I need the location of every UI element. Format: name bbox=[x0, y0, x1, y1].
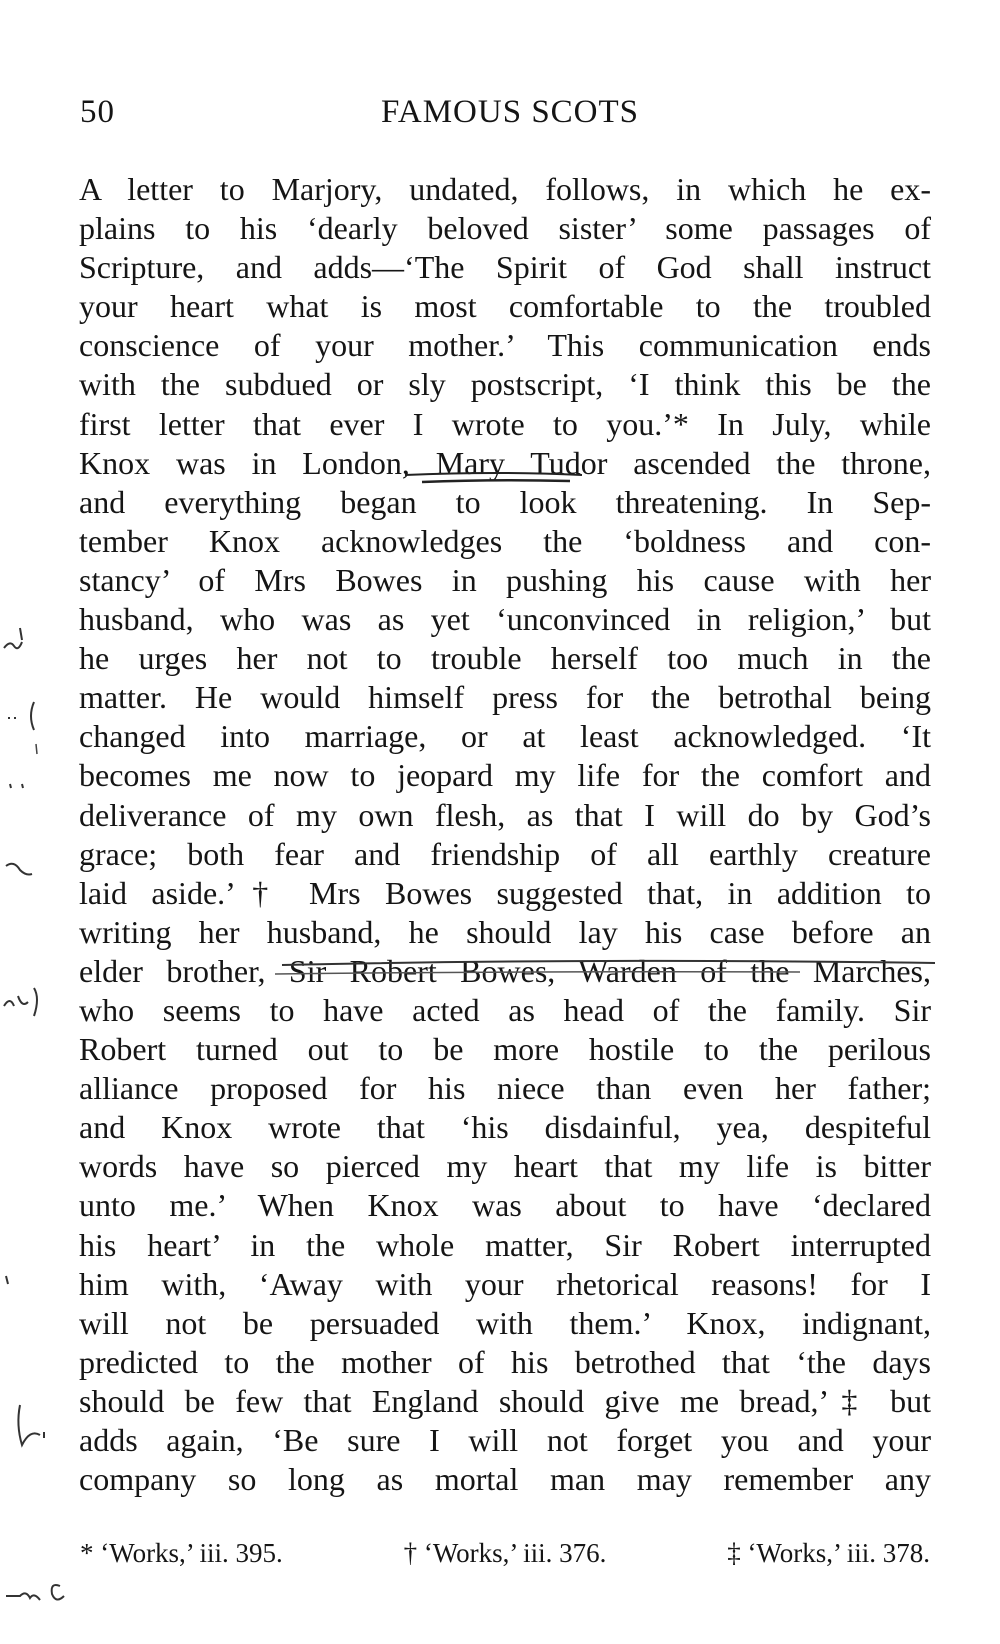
text-line: company so long as mortal man may remember any bbox=[79, 1461, 931, 1498]
text-line: conscience of your mother.’ This communication ends bbox=[79, 327, 931, 364]
text-line: he urges her not to trouble herself too much in the bbox=[79, 640, 931, 677]
text-line: Scripture, and adds—‘The Spirit of God shall instruct bbox=[79, 249, 931, 286]
text-line: matter. He would himself press for the betrothal being bbox=[79, 679, 931, 716]
text-line: writing her husband, he should lay his case before an bbox=[79, 913, 931, 950]
body-text bbox=[79, 170, 931, 1499]
footnotes bbox=[80, 1538, 930, 1569]
text-line: should be few that England should give me bread,’‡ but bbox=[79, 1382, 931, 1419]
margin-annotations bbox=[0, 0, 80, 1644]
text-line: Robert turned out to be more hostile to the perilous bbox=[79, 1031, 931, 1068]
text-line: with the subdued or sly postscript, ‘I think this be the bbox=[79, 366, 931, 403]
text-line: deliverance of my own flesh, as that I will do by God’s bbox=[79, 796, 931, 833]
text-line: alliance proposed for his niece than even her father; bbox=[79, 1070, 931, 1107]
footnote: * ‘Works,’ iii. 395. bbox=[80, 1538, 283, 1568]
text-line: unto me.’ When Knox was about to have ‘declared bbox=[79, 1187, 931, 1224]
text-line: first letter that ever I wrote to you.’* In July, while bbox=[79, 405, 931, 442]
pencil-marks bbox=[0, 0, 80, 1644]
text-line: and everything began to look threatening. In Sep- bbox=[79, 483, 931, 520]
page-number: 50 bbox=[80, 94, 115, 130]
text-line: his heart’ in the whole matter, Sir Robert interrupted bbox=[79, 1226, 931, 1263]
footnote: ‡ ‘Works,’ iii. 378. bbox=[727, 1538, 930, 1568]
text-line: laid aside.’† Mrs Bowes suggested that, in addition to bbox=[79, 874, 931, 911]
footnote: † ‘Works,’ iii. 376. bbox=[403, 1538, 607, 1568]
text-line: plains to his ‘dearly beloved sister’ some passages of bbox=[79, 210, 931, 247]
text-line: becomes me now to jeopard my life for the comfort and bbox=[79, 757, 931, 794]
text-line: elder brother, Sir Robert Bowes, Warden of the Marches, bbox=[79, 952, 931, 989]
text-line: and Knox wrote that ‘his disdainful, yea, despiteful bbox=[79, 1109, 931, 1146]
text-line: stancy’ of Mrs Bowes in pushing his cause with her bbox=[79, 561, 931, 598]
text-line: tember Knox acknowledges the ‘boldness and con- bbox=[79, 522, 931, 559]
text-line: who seems to have acted as head of the family. Sir bbox=[79, 991, 931, 1028]
text-line: will not be persuaded with them.’ Knox, indignant, bbox=[79, 1304, 931, 1341]
text-line: grace; both fear and friendship of all earthly creature bbox=[79, 835, 931, 872]
text-line: adds again, ‘Be sure I will not forget you and your bbox=[79, 1422, 931, 1458]
text-line: predicted to the mother of his betrothed that ‘the days bbox=[79, 1343, 931, 1380]
running-head: FAMOUS SCOTS bbox=[380, 94, 640, 130]
text-line: husband, who was as yet ‘unconvinced in religion,’ but bbox=[79, 601, 931, 638]
text-line: changed into marriage, or at least acknowledged. ‘It bbox=[79, 718, 931, 755]
text-line: words have so pierced my heart that my life is bitter bbox=[79, 1148, 931, 1185]
text-line: your heart what is most comfortable to the troubled bbox=[79, 288, 931, 325]
text-line: A letter to Marjory, undated, follows, in which he ex- bbox=[79, 171, 931, 207]
text-line: him with, ‘Away with your rhetorical reasons! for I bbox=[79, 1265, 931, 1302]
text-line: Knox was in London, Mary Tudor ascended the throne, bbox=[79, 444, 931, 481]
